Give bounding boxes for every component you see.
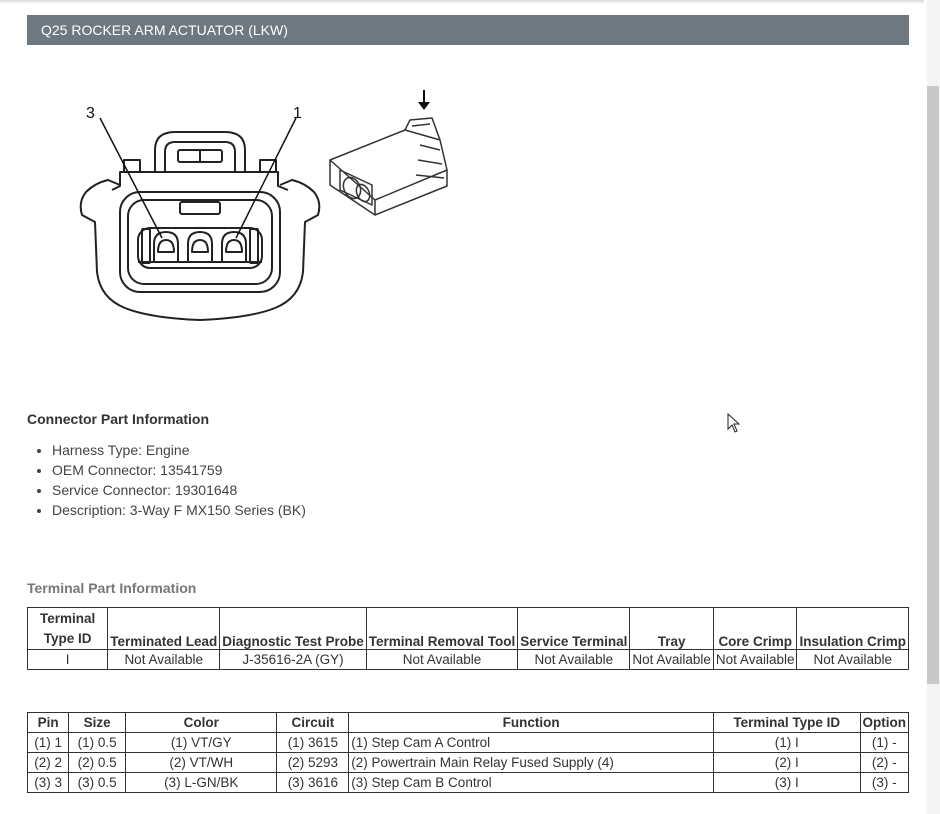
table-cell: (2) I xyxy=(714,753,861,773)
connector-3d-view xyxy=(330,118,447,215)
connector-info-list xyxy=(27,440,306,520)
table-cell: (2) 2 xyxy=(28,753,69,773)
table-cell: (2) 5293 xyxy=(277,753,349,773)
pin-label-3: 3 xyxy=(86,105,95,122)
list-item: • Service Connector: 19301648 xyxy=(52,480,306,500)
col-header: Size xyxy=(69,713,126,733)
terminal-part-table xyxy=(27,607,909,670)
mouse-cursor-icon xyxy=(727,413,741,433)
table-cell: (1) Step Cam A Control xyxy=(349,733,714,753)
connector-diagram xyxy=(60,80,460,330)
terminal-cavity-3 xyxy=(154,232,178,262)
terminal-info-title: Terminal Part Information xyxy=(27,580,197,596)
col-header: Tray xyxy=(630,608,714,650)
table-header-row xyxy=(28,608,909,650)
top-shadow xyxy=(0,0,924,4)
table-cell: Not Available xyxy=(366,650,518,670)
down-arrow-icon xyxy=(418,90,430,110)
table-cell: (2) - xyxy=(860,753,909,773)
scrollbar-thumb[interactable] xyxy=(927,86,939,684)
table-cell: (3) 3 xyxy=(28,773,69,793)
table-cell: J-35616-2A (GY) xyxy=(220,650,367,670)
list-item: • OEM Connector: 13541759 xyxy=(52,460,306,480)
connector-title: Q25 ROCKER ARM ACTUATOR (LKW) xyxy=(41,22,288,38)
col-header: Insulation Crimp xyxy=(797,608,909,650)
pin-1-leader xyxy=(236,118,296,238)
col-header: Function xyxy=(349,713,714,733)
table-cell: (3) L-GN/BK xyxy=(126,773,277,793)
col-header: Diagnostic Test Probe xyxy=(220,608,367,650)
col-header: Circuit xyxy=(277,713,349,733)
table-cell: (3) I xyxy=(714,773,861,793)
table-cell: I xyxy=(28,650,108,670)
table-cell: (1) - xyxy=(860,733,909,753)
table-cell: (1) VT/GY xyxy=(126,733,277,753)
table-row xyxy=(28,733,909,753)
pin-label-1: 1 xyxy=(293,105,302,122)
col-header: Terminated Lead xyxy=(108,608,220,650)
connector-info-title: Connector Part Information xyxy=(27,411,210,427)
col-header: Option xyxy=(860,713,909,733)
list-item: • Description: 3-Way F MX150 Series (BK) xyxy=(52,500,306,520)
table-cell: (3) Step Cam B Control xyxy=(349,773,714,793)
table-cell: (1) 1 xyxy=(28,733,69,753)
table-cell: Not Available xyxy=(713,650,797,670)
table-cell: (3) 3616 xyxy=(277,773,349,793)
list-item: • Harness Type: Engine xyxy=(52,440,306,460)
terminal-cavity-1 xyxy=(222,232,246,262)
table-cell: Not Available xyxy=(518,650,630,670)
table-cell: Not Available xyxy=(630,650,714,670)
table-cell: (2) Powertrain Main Relay Fused Supply (4) xyxy=(349,753,714,773)
pin-table xyxy=(27,712,909,793)
table-cell: (3) - xyxy=(860,773,909,793)
table-header-row xyxy=(28,713,909,733)
connector-header xyxy=(27,15,909,45)
table-cell: Not Available xyxy=(108,650,220,670)
terminal-cavity-2 xyxy=(188,232,212,262)
col-header: Service Terminal xyxy=(518,608,630,650)
col-header: Core Crimp xyxy=(713,608,797,650)
pin-3-leader xyxy=(100,118,162,238)
col-header: Terminal Removal Tool xyxy=(366,608,518,650)
table-cell: (2) VT/WH xyxy=(126,753,277,773)
table-cell: (3) 0.5 xyxy=(69,773,126,793)
col-header: Terminal Type ID xyxy=(714,713,861,733)
table-row xyxy=(28,773,909,793)
col-header: Terminal Type ID xyxy=(28,608,108,650)
col-header: Color xyxy=(126,713,277,733)
table-cell: Not Available xyxy=(797,650,909,670)
table-row xyxy=(28,650,909,670)
table-cell: (1) 3615 xyxy=(277,733,349,753)
table-row xyxy=(28,753,909,773)
table-cell: (2) 0.5 xyxy=(69,753,126,773)
table-cell: (1) 0.5 xyxy=(69,733,126,753)
col-header: Pin xyxy=(28,713,69,733)
table-cell: (1) I xyxy=(714,733,861,753)
